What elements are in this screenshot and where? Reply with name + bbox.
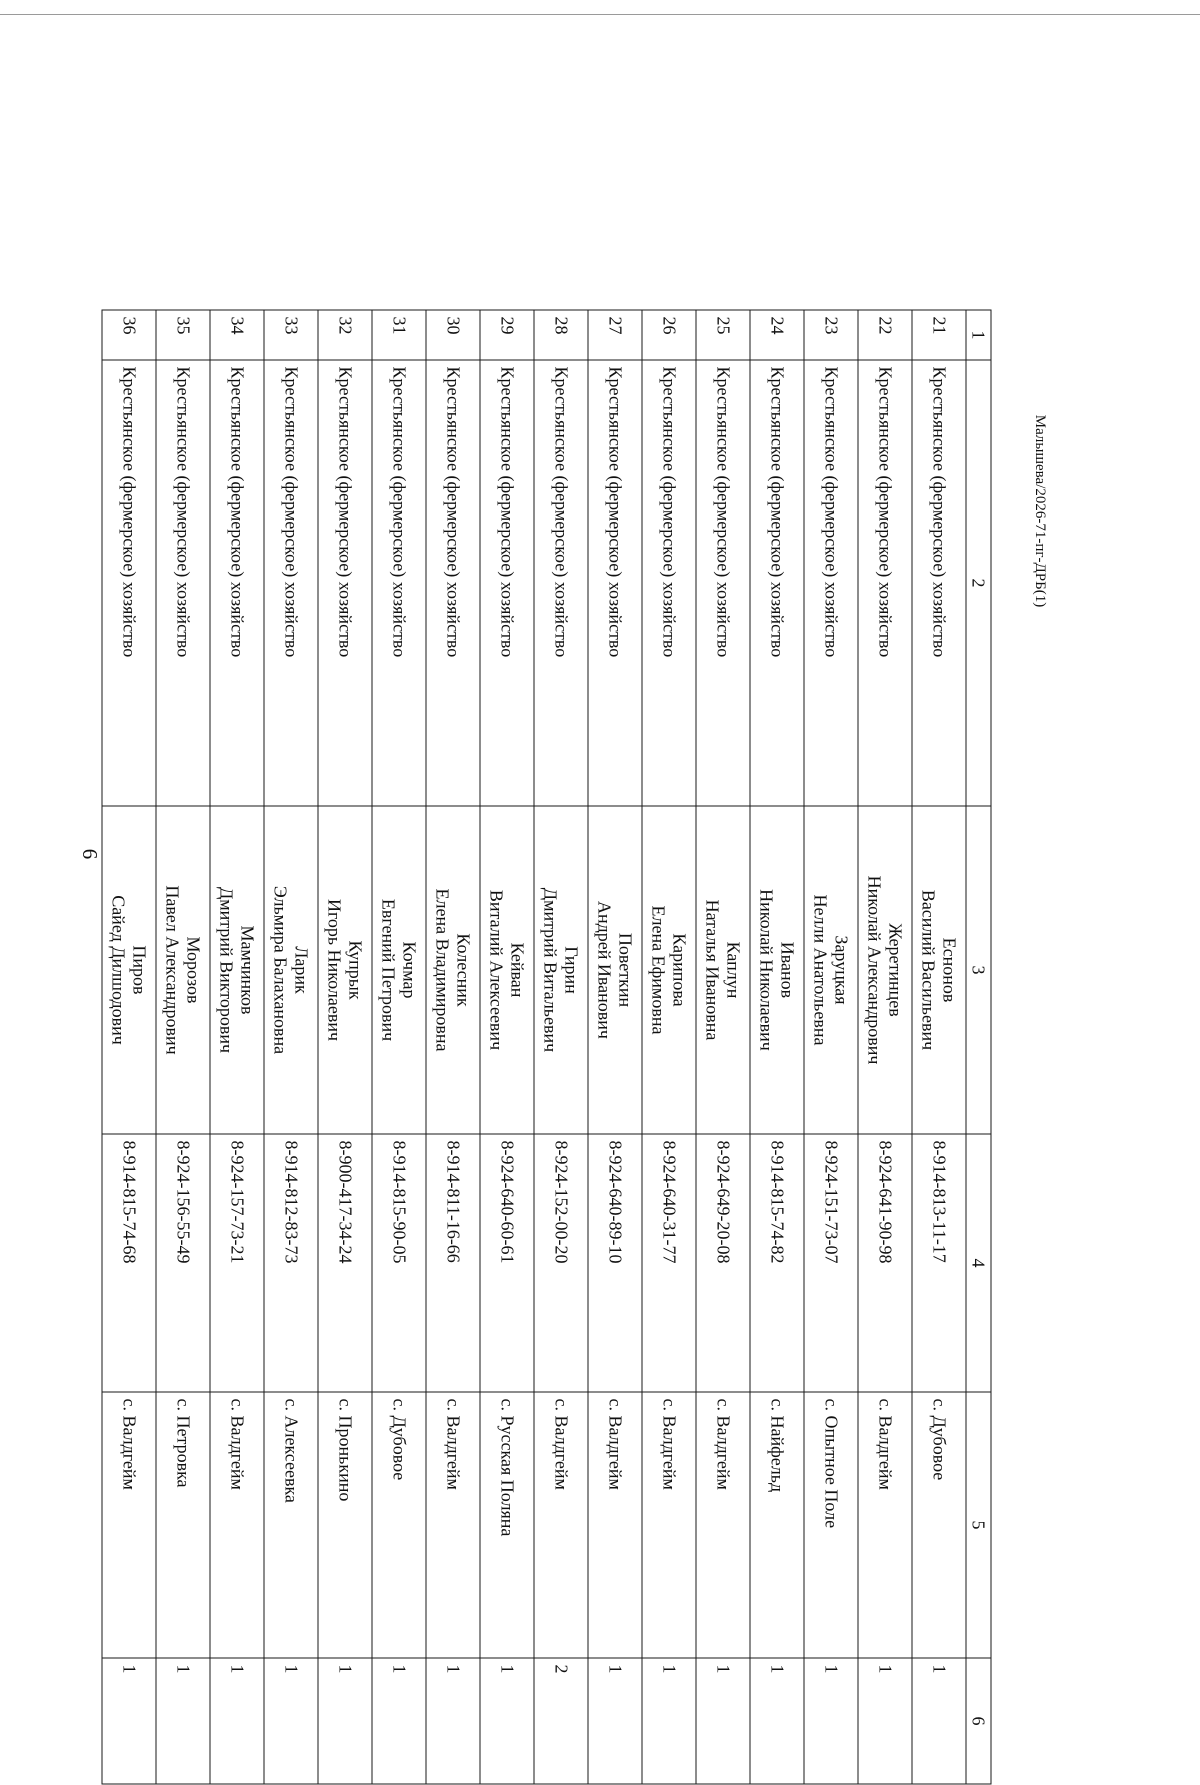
count-value: 1: [264, 1658, 318, 1784]
table-row: [912, 310, 966, 1784]
person-given-names: Игорь Николаевич: [325, 898, 345, 1041]
phone-number: 8-924-152-00-20: [534, 1134, 588, 1392]
settlement: с. Дубовое: [912, 1392, 966, 1658]
row-number: 33: [264, 310, 318, 360]
entity-type: Крестьянское (фермерское) хозяйство: [102, 360, 156, 806]
header-col-1: 1: [966, 310, 991, 360]
person-surname: Кочмар: [400, 941, 420, 999]
table-row: [858, 310, 912, 1784]
table-row: [318, 310, 372, 1784]
person-name: [210, 806, 264, 1134]
row-number: 23: [804, 310, 858, 360]
count-value: 1: [804, 1658, 858, 1784]
entity-type: Крестьянское (фермерское) хозяйство: [750, 360, 804, 806]
person-given-names: Елена Владимировна: [433, 888, 453, 1052]
table-row: [588, 310, 642, 1784]
table-row: [804, 310, 858, 1784]
table-row: [534, 310, 588, 1784]
person-given-names: Дмитрий Витальевич: [541, 887, 561, 1053]
person-surname: Кейван: [508, 942, 528, 998]
person-given-names: Василий Васильевич: [919, 889, 939, 1051]
header-col-2: 2: [966, 360, 991, 806]
person-surname: Пиров: [130, 945, 150, 995]
phone-number: 8-914-813-11-17: [912, 1134, 966, 1392]
row-number: 29: [480, 310, 534, 360]
entity-type: Крестьянское (фермерское) хозяйство: [858, 360, 912, 806]
person-surname: Мамчинков: [238, 925, 258, 1015]
table-row: [426, 310, 480, 1784]
entity-type: Крестьянское (фермерское) хозяйство: [642, 360, 696, 806]
phone-number: 8-924-157-73-21: [210, 1134, 264, 1392]
person-name: [588, 806, 642, 1134]
person-surname: Поветкин: [616, 932, 636, 1008]
row-number: 34: [210, 310, 264, 360]
entity-type: Крестьянское (фермерское) хозяйство: [372, 360, 426, 806]
count-value: 2: [534, 1658, 588, 1784]
phone-number: 8-900-417-34-24: [318, 1134, 372, 1392]
person-surname: Морозов: [184, 936, 204, 1004]
header-col-4: 4: [966, 1134, 991, 1392]
settlement: с. Алексеевка: [264, 1392, 318, 1658]
row-number: 35: [156, 310, 210, 360]
entity-type: Крестьянское (фермерское) хозяйство: [588, 360, 642, 806]
person-name: [858, 806, 912, 1134]
count-value: 1: [858, 1658, 912, 1784]
settlement: с. Найфельд: [750, 1392, 804, 1658]
row-number: 36: [102, 310, 156, 360]
person-name: [480, 806, 534, 1134]
settlement: с. Пронькино: [318, 1392, 372, 1658]
person-given-names: Елена Ефимовна: [649, 905, 669, 1035]
entity-type: Крестьянское (фермерское) хозяйство: [696, 360, 750, 806]
person-name: [372, 806, 426, 1134]
person-name: [912, 806, 966, 1134]
phone-number: 8-914-815-90-05: [372, 1134, 426, 1392]
table-row: [750, 310, 804, 1784]
document-reference: Малышева/2026-71-пг-ДРБ(1): [1032, 414, 1048, 608]
row-number: 32: [318, 310, 372, 360]
count-value: 1: [426, 1658, 480, 1784]
table-row: [102, 310, 156, 1784]
person-given-names: Павел Александрович: [163, 885, 183, 1055]
person-name: [426, 806, 480, 1134]
settlement: с. Валдгейм: [858, 1392, 912, 1658]
settlement: с. Валдгейм: [588, 1392, 642, 1658]
header-col-3: 3: [966, 806, 991, 1134]
entity-type: Крестьянское (фермерское) хозяйство: [210, 360, 264, 806]
person-given-names: Андрей Иванович: [595, 901, 615, 1039]
count-value: 1: [102, 1658, 156, 1784]
count-value: 1: [750, 1658, 804, 1784]
table-row: [642, 310, 696, 1784]
phone-number: 8-914-811-16-66: [426, 1134, 480, 1392]
entity-type: Крестьянское (фермерское) хозяйство: [426, 360, 480, 806]
count-value: 1: [588, 1658, 642, 1784]
settlement: с. Валдгейм: [426, 1392, 480, 1658]
scan-top-edge-line: [0, 14, 1200, 15]
page-number: 6: [78, 848, 102, 860]
person-surname: Каплун: [724, 941, 744, 999]
table-row: [264, 310, 318, 1784]
row-number: 21: [912, 310, 966, 360]
person-given-names: Евгений Петрович: [379, 898, 399, 1042]
row-number: 26: [642, 310, 696, 360]
phone-number: 8-924-640-89-10: [588, 1134, 642, 1392]
phone-number: 8-914-812-83-73: [264, 1134, 318, 1392]
count-value: 1: [318, 1658, 372, 1784]
row-number: 22: [858, 310, 912, 360]
count-value: 1: [210, 1658, 264, 1784]
person-surname: Колесник: [454, 933, 474, 1007]
table-row: [480, 310, 534, 1784]
table-row: [696, 310, 750, 1784]
phone-number: 8-924-641-90-98: [858, 1134, 912, 1392]
settlement: с. Валдгейм: [534, 1392, 588, 1658]
header-row: [966, 310, 991, 1784]
header-col-5: 5: [966, 1392, 991, 1658]
entity-type: Крестьянское (фермерское) хозяйство: [912, 360, 966, 806]
table-row: [210, 310, 264, 1784]
registry-table-container: [107, 310, 992, 1784]
person-given-names: Виталий Алексеевич: [487, 889, 507, 1051]
person-surname: Ларик: [292, 946, 312, 994]
count-value: 1: [696, 1658, 750, 1784]
entity-type: Крестьянское (фермерское) хозяйство: [318, 360, 372, 806]
person-surname: Еснонов: [940, 937, 960, 1003]
settlement: с. Петровка: [156, 1392, 210, 1658]
count-value: 1: [642, 1658, 696, 1784]
settlement: с. Валдгейм: [210, 1392, 264, 1658]
person-name: [156, 806, 210, 1134]
person-name: [264, 806, 318, 1134]
settlement: с. Опытное Поле: [804, 1392, 858, 1658]
person-given-names: Наталья Ивановна: [703, 899, 723, 1041]
person-given-names: Николай Александрович: [865, 875, 885, 1065]
count-value: 1: [156, 1658, 210, 1784]
table-row: [372, 310, 426, 1784]
entity-type: Крестьянское (фермерское) хозяйство: [156, 360, 210, 806]
phone-number: 8-914-815-74-82: [750, 1134, 804, 1392]
phone-number: 8-914-815-74-68: [102, 1134, 156, 1392]
person-surname: Жеретинцев: [886, 923, 906, 1017]
row-number: 27: [588, 310, 642, 360]
settlement: с. Дубовое: [372, 1392, 426, 1658]
phone-number: 8-924-640-60-61: [480, 1134, 534, 1392]
person-surname: Купрык: [346, 940, 366, 1000]
person-name: [804, 806, 858, 1134]
phone-number: 8-924-640-31-77: [642, 1134, 696, 1392]
settlement: с. Валдгейм: [642, 1392, 696, 1658]
registry-table: [102, 310, 992, 1785]
settlement: с. Валдгейм: [102, 1392, 156, 1658]
count-value: 1: [912, 1658, 966, 1784]
person-surname: Иванов: [778, 941, 798, 999]
person-name: [750, 806, 804, 1134]
person-name: [534, 806, 588, 1134]
row-number: 25: [696, 310, 750, 360]
phone-number: 8-924-156-55-49: [156, 1134, 210, 1392]
person-surname: Заруцкая: [832, 935, 852, 1005]
phone-number: 8-924-151-73-07: [804, 1134, 858, 1392]
row-number: 24: [750, 310, 804, 360]
person-name: [642, 806, 696, 1134]
entity-type: Крестьянское (фермерское) хозяйство: [480, 360, 534, 806]
entity-type: Крестьянское (фермерское) хозяйство: [264, 360, 318, 806]
settlement: с. Русская Поляна: [480, 1392, 534, 1658]
row-number: 28: [534, 310, 588, 360]
person-name: [696, 806, 750, 1134]
entity-type: Крестьянское (фермерское) хозяйство: [804, 360, 858, 806]
table-body: [102, 310, 966, 1784]
entity-type: Крестьянское (фермерское) хозяйство: [534, 360, 588, 806]
person-name: [318, 806, 372, 1134]
count-value: 1: [480, 1658, 534, 1784]
person-given-names: Эльмира Балахановна: [271, 885, 291, 1055]
person-surname: Гирин: [562, 946, 582, 994]
person-given-names: Нелли Анатольевна: [811, 894, 831, 1046]
person-name: [102, 806, 156, 1134]
settlement: с. Валдгейм: [696, 1392, 750, 1658]
person-given-names: Николай Николаевич: [757, 889, 777, 1051]
person-given-names: Сайед Дилшодович: [109, 895, 129, 1045]
person-given-names: Дмитрий Викторович: [217, 886, 237, 1054]
person-surname: Карипова: [670, 933, 690, 1007]
phone-number: 8-924-649-20-08: [696, 1134, 750, 1392]
table-row: [156, 310, 210, 1784]
header-col-6: 6: [966, 1658, 991, 1784]
row-number: 30: [426, 310, 480, 360]
row-number: 31: [372, 310, 426, 360]
count-value: 1: [372, 1658, 426, 1784]
